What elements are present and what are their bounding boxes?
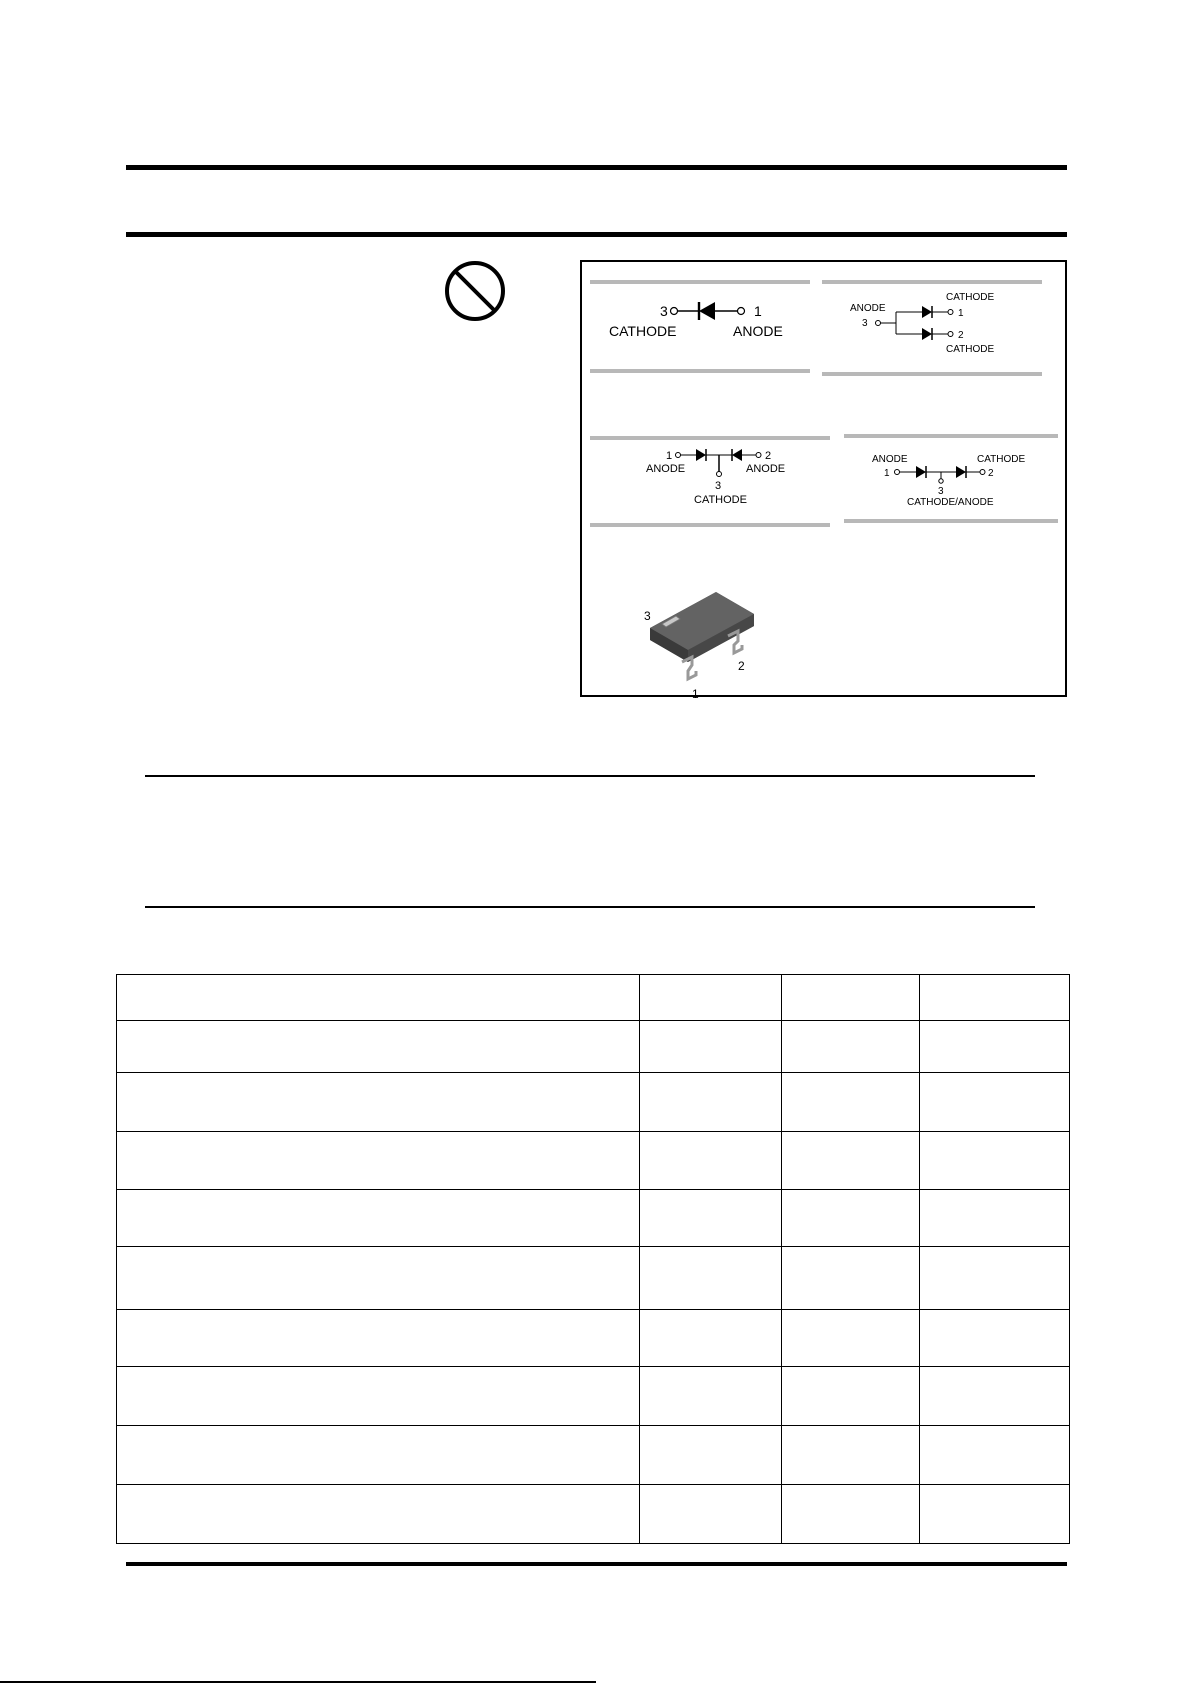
sp-left-label: ANODE bbox=[872, 454, 908, 465]
section-rule-bottom bbox=[145, 906, 1035, 908]
table-row bbox=[117, 1485, 1070, 1544]
table-cell bbox=[920, 1132, 1070, 1190]
table-cell bbox=[640, 1021, 782, 1073]
table-cell bbox=[640, 975, 782, 1021]
ca-bottom-number: 2 bbox=[958, 330, 964, 341]
table-row bbox=[117, 1190, 1070, 1247]
sp-center-number: 3 bbox=[938, 486, 944, 497]
panel-divider bbox=[822, 372, 1042, 376]
table-cell bbox=[640, 1485, 782, 1544]
panel-divider bbox=[590, 523, 830, 527]
table-cell bbox=[920, 1073, 1070, 1132]
single-pin3-label: CATHODE bbox=[609, 323, 677, 339]
table-cell bbox=[782, 1132, 920, 1190]
table-cell bbox=[920, 1310, 1070, 1367]
table-cell bbox=[117, 1247, 640, 1310]
cc-right-label: ANODE bbox=[746, 463, 786, 475]
table-cell bbox=[640, 1426, 782, 1485]
table-cell bbox=[782, 1426, 920, 1485]
footer-rule bbox=[126, 1562, 1067, 1566]
cc-left-label: ANODE bbox=[646, 463, 686, 475]
single-diode-schematic bbox=[602, 290, 802, 352]
pkg-pin2: 2 bbox=[738, 659, 745, 673]
pkg-pin1: 1 bbox=[692, 687, 699, 701]
table-cell bbox=[782, 1247, 920, 1310]
table-cell bbox=[782, 1073, 920, 1132]
panel-divider bbox=[590, 369, 810, 373]
table-cell bbox=[920, 1367, 1070, 1426]
table-cell bbox=[782, 975, 920, 1021]
sp-left-number: 1 bbox=[884, 468, 890, 479]
common-anode-schematic bbox=[850, 294, 1030, 374]
pinout-figure bbox=[580, 260, 1067, 701]
single-pin1-label: ANODE bbox=[733, 323, 783, 339]
ca-left-number: 3 bbox=[862, 318, 868, 329]
table-row bbox=[117, 1021, 1070, 1073]
panel-divider bbox=[844, 519, 1058, 523]
ca-top-number: 1 bbox=[958, 308, 964, 319]
table-cell bbox=[920, 1190, 1070, 1247]
table-row bbox=[117, 1247, 1070, 1310]
table-cell bbox=[920, 1485, 1070, 1544]
table-cell bbox=[920, 975, 1070, 1021]
table-cell bbox=[782, 1485, 920, 1544]
page-edge-rule bbox=[0, 1681, 596, 1683]
table-row bbox=[117, 975, 1070, 1021]
panel-divider bbox=[590, 436, 830, 440]
prohibited-icon bbox=[443, 259, 507, 323]
cc-right-number: 2 bbox=[765, 450, 772, 462]
ca-left-label: ANODE bbox=[850, 303, 886, 314]
table-cell bbox=[640, 1310, 782, 1367]
table-cell bbox=[117, 1485, 640, 1544]
ca-bottom-label: CATHODE bbox=[946, 344, 995, 355]
table-cell bbox=[640, 1190, 782, 1247]
table-row bbox=[117, 1426, 1070, 1485]
table-cell bbox=[117, 975, 640, 1021]
section-rule-top bbox=[145, 775, 1035, 777]
table-row bbox=[117, 1073, 1070, 1132]
table-cell bbox=[117, 1073, 640, 1132]
table-row bbox=[117, 1367, 1070, 1426]
panel-divider bbox=[844, 434, 1058, 438]
table-cell bbox=[117, 1132, 640, 1190]
table-cell bbox=[920, 1247, 1070, 1310]
sp-center-label: CATHODE/ANODE bbox=[907, 497, 994, 508]
sot23-package-image bbox=[642, 562, 802, 701]
table-cell bbox=[920, 1021, 1070, 1073]
sp-right-number: 2 bbox=[988, 468, 994, 479]
header-rule-bottom bbox=[126, 232, 1067, 237]
ca-top-label: CATHODE bbox=[946, 292, 995, 303]
table-cell bbox=[782, 1190, 920, 1247]
panel-divider bbox=[822, 280, 1042, 284]
table-cell bbox=[782, 1310, 920, 1367]
header-rule-top bbox=[126, 165, 1067, 170]
panel-divider bbox=[590, 280, 810, 284]
table-cell bbox=[640, 1073, 782, 1132]
single-pin3-number: 3 bbox=[660, 303, 668, 319]
cc-left-number: 1 bbox=[666, 450, 673, 462]
table-cell bbox=[782, 1367, 920, 1426]
table-cell bbox=[117, 1021, 640, 1073]
ratings-table bbox=[116, 974, 1070, 1544]
cc-center-number: 3 bbox=[715, 480, 722, 492]
table-cell bbox=[640, 1247, 782, 1310]
table-cell bbox=[920, 1426, 1070, 1485]
table-cell bbox=[117, 1367, 640, 1426]
table-cell bbox=[640, 1367, 782, 1426]
sp-right-label: CATHODE bbox=[977, 454, 1026, 465]
table-cell bbox=[117, 1190, 640, 1247]
pkg-pin3: 3 bbox=[644, 609, 651, 623]
table-cell bbox=[117, 1426, 640, 1485]
table-row bbox=[117, 1310, 1070, 1367]
cc-center-label: CATHODE bbox=[694, 494, 747, 506]
common-cathode-schematic bbox=[622, 444, 812, 512]
table-cell bbox=[782, 1021, 920, 1073]
table-cell bbox=[640, 1132, 782, 1190]
table-cell bbox=[117, 1310, 640, 1367]
series-pair-schematic bbox=[872, 452, 1052, 514]
table-row bbox=[117, 1132, 1070, 1190]
single-pin1-number: 1 bbox=[754, 303, 762, 319]
